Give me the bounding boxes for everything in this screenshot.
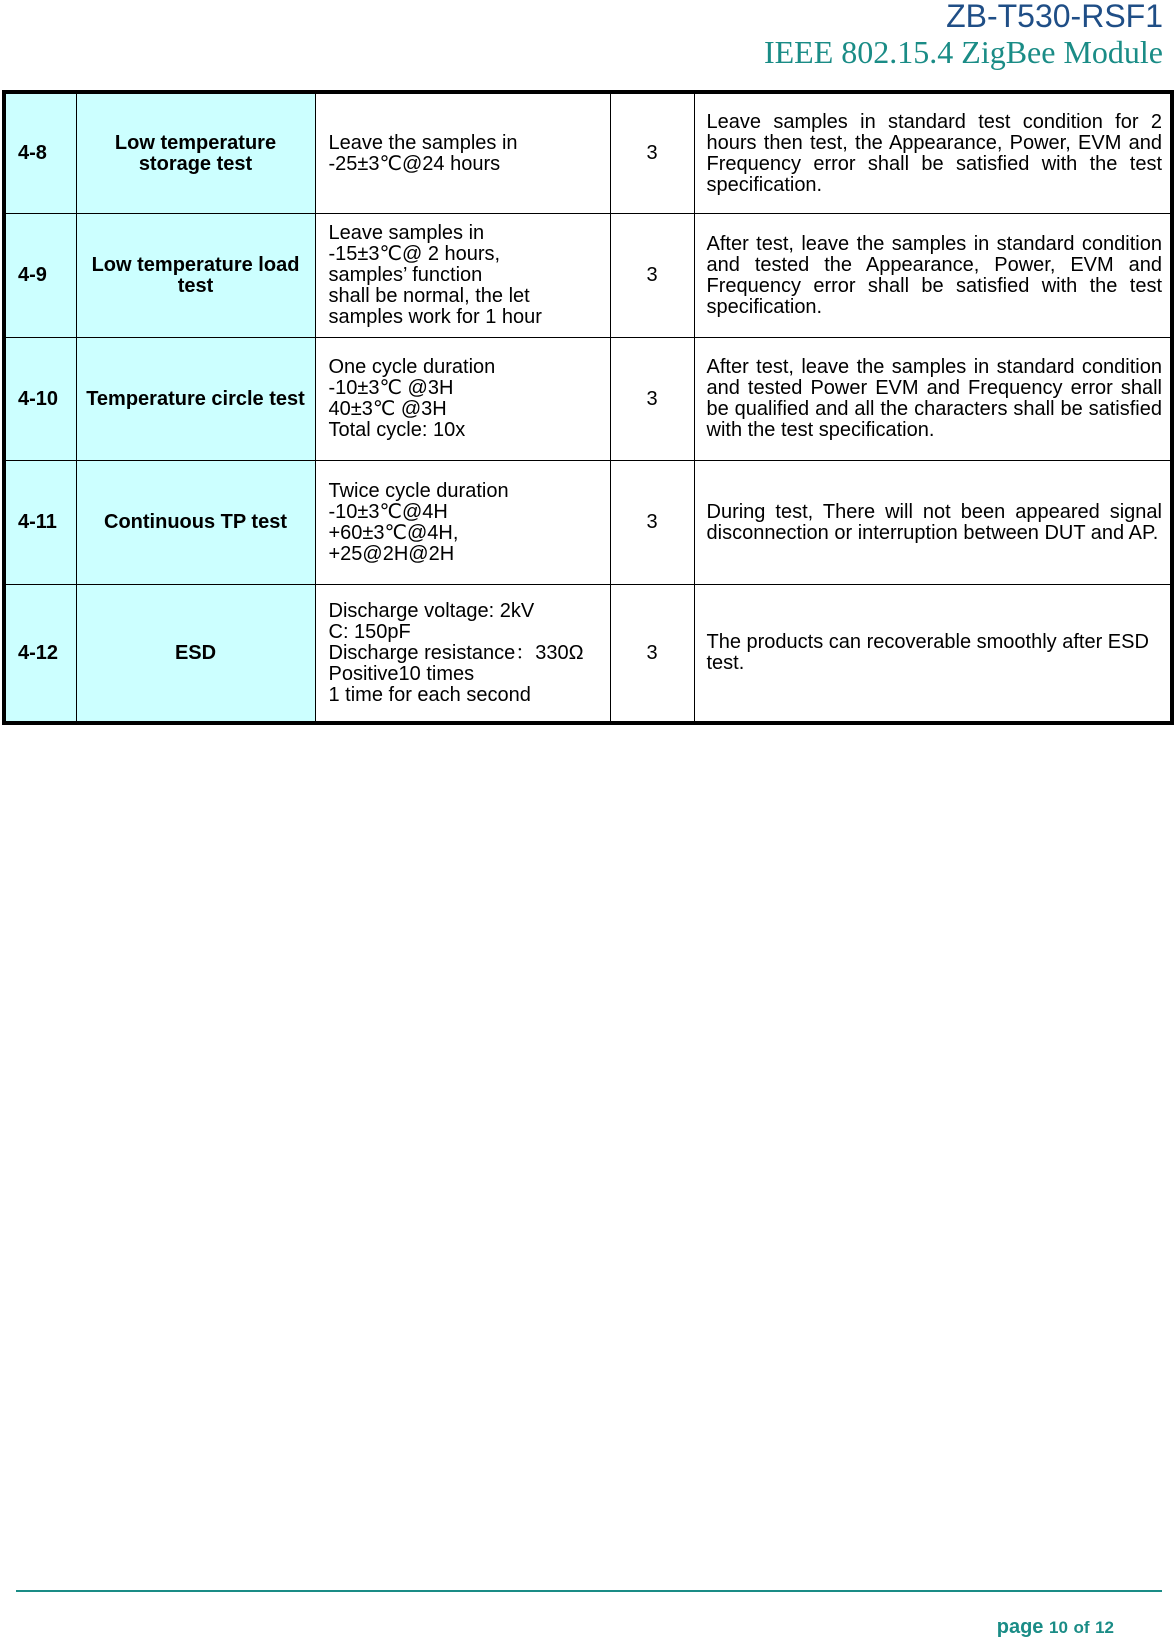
reliability-test-table [2,90,1174,725]
page-total: 12 [1095,1618,1114,1637]
page-of: of [1073,1618,1090,1637]
table-row [4,92,1172,214]
document-subtitle: IEEE 802.15.4 ZigBee Module [763,34,1163,70]
table-row [4,214,1172,338]
pass-criteria: Leave samples in standard test condition for 2 hours then test, the Appearance, Power, EVM and Frequency error shall be satisfied with the test specification. [694,92,1172,214]
sample-quantity: 3 [610,461,694,585]
test-name: Low temperature storage test [76,92,315,214]
sample-quantity: 3 [610,585,694,724]
test-condition: Leave the samples in -25±3℃@24 hours [315,92,610,214]
sample-quantity: 3 [610,338,694,461]
test-id: 4-11 [4,461,76,585]
test-condition: Discharge voltage: 2kV C: 150pF Discharge resistance：330Ω Positive10 times 1 time for each second [315,585,610,724]
table-row [4,461,1172,585]
test-id: 4-10 [4,338,76,461]
test-name: Temperature circle test [76,338,315,461]
pass-criteria: After test, leave the samples in standard condition and tested Power EVM and Frequency error shall be qualified and all the characters shall be satisfied with the test specification. [694,338,1172,461]
test-id: 4-12 [4,585,76,724]
test-condition: One cycle duration -10±3℃ @3H 40±3℃ @3H Total cycle: 10x [315,338,610,461]
page-number [997,1616,1114,1639]
test-name: ESD [76,585,315,724]
pass-criteria: After test, leave the samples in standard condition and tested the Appearance, Power, EVM and Frequency error shall be satisfied with the test specification. [694,214,1172,338]
test-id: 4-9 [4,214,76,338]
test-name: Low temperature load test [76,214,315,338]
test-condition: Leave samples in -15±3℃@ 2 hours, samples’ function shall be normal, the let samples work for 1 hour [315,214,610,338]
page-label: page [996,1616,1044,1638]
test-name: Continuous TP test [76,461,315,585]
sample-quantity: 3 [610,92,694,214]
page-current: 10 [1048,1618,1068,1637]
document-model-title: ZB-T530-RSF1 [946,0,1163,34]
test-id: 4-8 [4,92,76,214]
pass-criteria: During test, There will not been appeared signal disconnection or interruption between DUT and AP. [694,461,1172,585]
sample-quantity: 3 [610,214,694,338]
footer-divider [16,1590,1162,1592]
table-row [4,338,1172,461]
pass-criteria: The products can recoverable smoothly after ESD test. [694,585,1172,724]
table-row [4,585,1172,724]
test-condition: Twice cycle duration -10±3℃@4H +60±3℃@4H, +25@2H@2H [315,461,610,585]
